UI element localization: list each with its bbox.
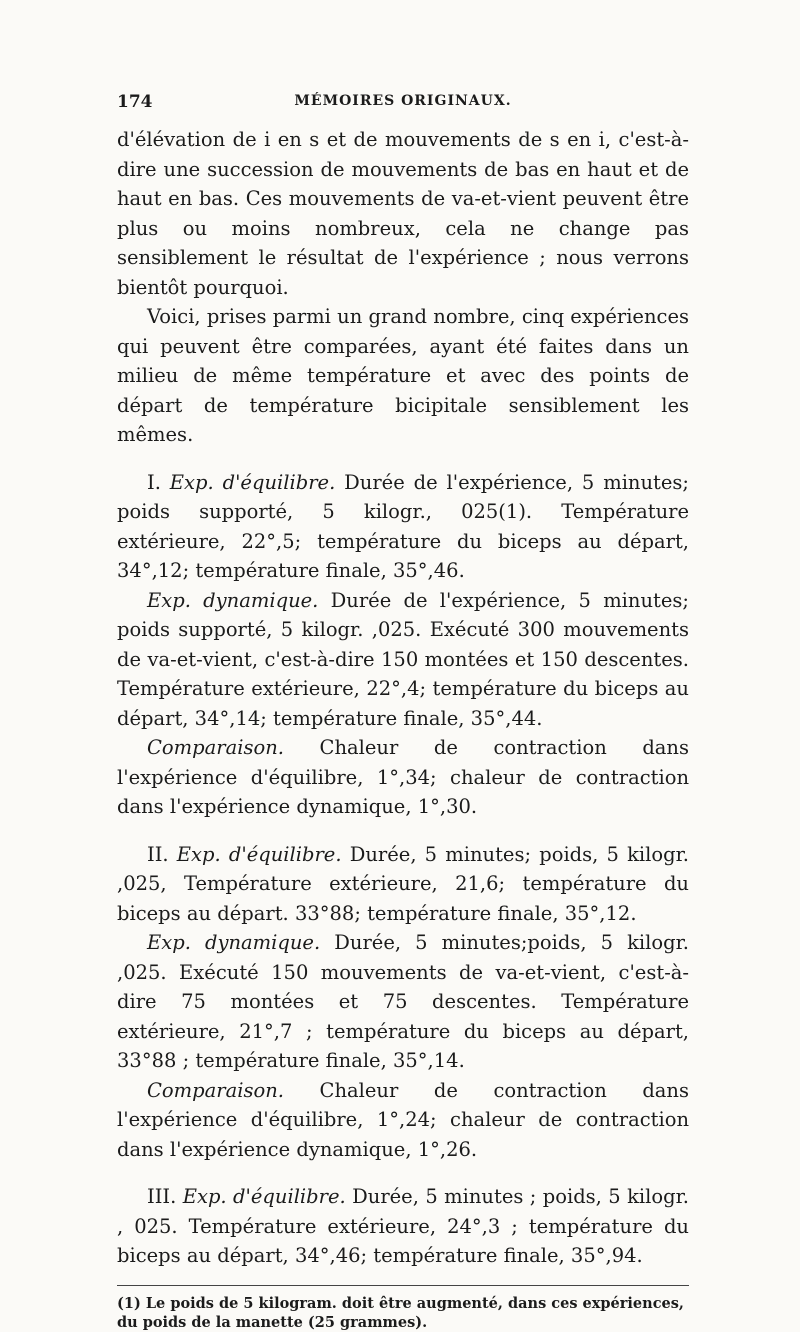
- exp2-dyn-label: Exp. dynamique.: [147, 931, 321, 954]
- exp2-eq-text: Durée, 5 minutes; poids, 5 kilogr. ,025, Température extérieure, 21,6; température du biceps au départ. 33°88; température finale, 35°,12.: [117, 842, 689, 925]
- exp2-dynamic: [117, 928, 689, 1076]
- exp1-dynamic: [117, 586, 689, 734]
- exp1-eq-text: Durée de l'expérience, 5 minutes; poids supporté, 5 kilogr., 025(1). Température extérieure, 22°,5; température du biceps au départ, 34°,12; température finale, 35°,46.: [117, 470, 690, 582]
- exp2-cmp-text: Chaleur de contraction dans l'expérience d'équilibre, 1°,24; chaleur de contraction dans l'expérience dynamique, 1°,26.: [117, 1078, 689, 1161]
- page-header: [117, 92, 689, 116]
- exp1-equilibrium: [117, 468, 689, 586]
- exp3-eq-text: Durée, 5 minutes ; poids, 5 kilogr. , 025. Température extérieure, 24°,3 ; température du biceps au départ, 34°,46; température finale, 35°,94.: [117, 1185, 689, 1267]
- intro-paragraph-1: d'élévation de i en s et de mouvements de s en i, c'est-à-dire une succession de mouvements de bas en haut et de haut en bas. Ces mouvements de va-et-vient peuvent être plus ou moins nombreux, cela ne change pas sensiblement le résultat de l'expérience ; nous verrons bientôt pourquoi.: [117, 128, 689, 299]
- footnote: (1) Le poids de 5 kilogram. doit être augmenté, dans ces expériences, du poids de la manette (25 grammes).: [117, 1294, 684, 1331]
- exp2-dyn-text: Durée, 5 minutes;poids, 5 kilogr. ,025. Exécuté 150 mouvements de va-et-vient, c'est-à-dire 75 montées et 75 descentes. Température extérieure, 21°,7 ; température du biceps au départ, 33°88 ; température finale, 35°,14.: [117, 931, 689, 1072]
- exp2-eq-label: Exp. d'équilibre.: [176, 842, 342, 866]
- page: [117, 92, 689, 1332]
- exp1-cmp-text: Chaleur de contraction dans l'expérience d'équilibre, 1°,34; chaleur de contraction dans l'expérience dynamique, 1°,30.: [117, 736, 689, 818]
- exp1-eq-label: Exp. d'équilibre.: [169, 470, 336, 494]
- exp3-numeral: III.: [147, 1185, 177, 1208]
- page-number: 174: [117, 92, 153, 112]
- exp2-comparison: [117, 1076, 689, 1165]
- intro-paragraph-2: Voici, prises parmi un grand nombre, cinq expériences qui peuvent être comparées, ayant été faites dans un milieu de même température et avec des points de départ de température bicipitale sensiblement les mêmes.: [117, 305, 689, 446]
- body-text: [117, 125, 689, 1271]
- exp3-eq-label: Exp. d'équilibre.: [182, 1185, 346, 1208]
- running-head: MÉMOIRES ORIGINAUX.: [294, 93, 512, 109]
- exp1-dyn-label: Exp. dynamique.: [147, 588, 319, 612]
- exp1-dyn-text: Durée de l'expérience, 5 minutes; poids supporté, 5 kilogr. ,025. Exécuté 300 mouvements de va-et-vient, c'est-à-dire 150 montées et 150 descentes. Température extérieure, 22°,4; température du biceps au départ, 34°,14; température finale, 35°,44.: [117, 588, 689, 730]
- exp2-equilibrium: [117, 840, 689, 929]
- exp2-numeral: II.: [147, 842, 169, 866]
- exp1-numeral: I.: [147, 470, 161, 494]
- exp3-equilibrium: [117, 1182, 689, 1271]
- exp2-cmp-label: Comparaison.: [147, 1078, 284, 1102]
- exp1-cmp-label: Comparaison.: [147, 736, 284, 759]
- footnote-rule: [117, 1285, 689, 1286]
- exp1-comparison: [117, 733, 689, 822]
